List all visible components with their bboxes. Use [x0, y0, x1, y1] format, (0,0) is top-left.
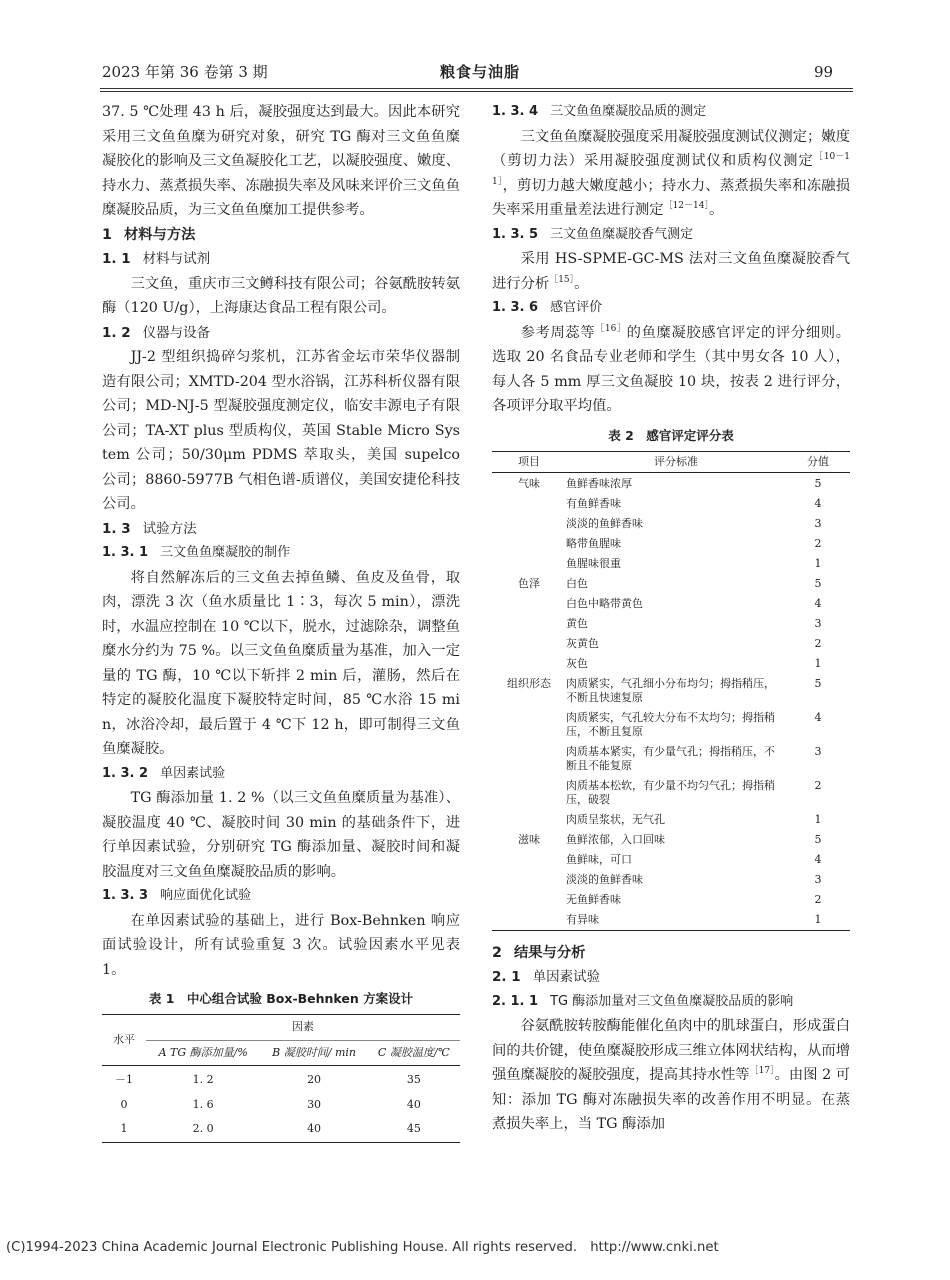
table-cell: 1. 6 — [192, 1097, 214, 1111]
table2-score-cell: 5 — [814, 576, 822, 590]
table2-item-cell — [492, 614, 566, 634]
section-title: 三文鱼鱼糜凝胶香气测定 — [550, 226, 694, 242]
section-heading-1-3-3 — [102, 884, 460, 909]
table2-criteria-cell: 淡淡的鱼鲜香味 — [566, 872, 643, 886]
section-title: 单因素试验 — [160, 765, 226, 781]
section-number: 1. 1 — [102, 251, 131, 267]
section-number: 1. 3. 1 — [102, 545, 149, 560]
section-title: TG 酶添加量对三文鱼鱼糜凝胶品质的影响 — [550, 993, 794, 1009]
table2-score-cell: 2 — [814, 778, 822, 792]
table-row — [492, 830, 850, 850]
section-title: 感官评价 — [550, 300, 603, 315]
section-title: 材料与方法 — [123, 226, 196, 243]
section-title: 单因素试验 — [532, 969, 601, 985]
section-title: 结果与分析 — [513, 944, 586, 961]
section-title: 试验方法 — [142, 520, 197, 537]
section-number: 2. 1. 1 — [492, 993, 539, 1009]
table-row — [492, 850, 850, 870]
section-heading-1-1 — [102, 247, 460, 272]
table1-subheader-a-text: A TG 酶添加量/% — [158, 1045, 248, 1059]
table1-header-level: 水平 — [102, 1015, 146, 1066]
table2-criteria-cell: 鱼鲜香味浓厚 — [566, 476, 632, 490]
table2-item-cell — [492, 850, 566, 870]
table2-caption: 表 2 感官评定评分表 — [608, 427, 734, 443]
section-heading-1-3-5 — [492, 223, 850, 248]
table-cell: 40 — [406, 1097, 421, 1111]
table2-item-cell — [492, 514, 566, 534]
table-row — [492, 890, 850, 910]
table2-criteria-cell: 略带鱼腥味 — [566, 536, 621, 550]
table1-box-behnken — [102, 1014, 460, 1143]
section-number: 1. 3. 5 — [492, 226, 539, 242]
table2-score-cell: 2 — [814, 636, 822, 650]
section-number: 1. 3. 4 — [492, 104, 539, 119]
table2-item-cell — [492, 494, 566, 514]
table1-subheader-b-text: B 凝胶时间/ min — [272, 1045, 356, 1059]
text-run: 。由图 2 可知：添加 TG 酶对冻融损失率的改善作用不明显。在蒸煮损失率上，当 TG 酶添加 — [492, 1067, 851, 1132]
table-cell: 1. 2 — [192, 1073, 214, 1086]
citation: ［12－14］ — [663, 201, 709, 212]
section-heading-2 — [492, 941, 850, 966]
table2-score-cell: 5 — [814, 676, 822, 690]
section-number: 1. 3. 3 — [102, 888, 149, 903]
table2-criteria-cell: 无鱼鲜香味 — [566, 892, 621, 906]
text-run: 谷氨酰胺转胺酶能催化鱼肉中的肌球蛋白，形成蛋白间的共价键，使鱼糜凝胶形成三维立体网状结构，从而增强鱼糜凝胶的凝胶强度，提高其持水性等 — [492, 1018, 850, 1083]
table2-criteria-cell: 白色中略带黄色 — [566, 596, 643, 610]
table-row — [492, 534, 850, 554]
table-row — [492, 654, 850, 674]
table2-criteria-cell: 肉质紧实，气孔较大分布不太均匀；拇指稍压，不断且复原 — [566, 710, 775, 738]
table2-item-cell — [492, 654, 566, 674]
citation: ［15］ — [549, 274, 575, 285]
table2-score-cell: 2 — [814, 892, 822, 906]
preparation-paragraph: 将自然解冻后的三文鱼去掉鱼鳞、鱼皮及鱼骨，取肉，漂洗 3 次（鱼水质量比 1∶3，每次 5 min），漂洗时，水温应控制在 10 ℃以下，脱水，过滤除杂，调整鱼糜水分约为 75 %。以三文鱼鱼糜质量为基准，加入一定量的 TG 酶，10 ℃以下斩拌 2 min 后，灌肠，然后在特定的凝胶化温度下凝胶特定时间，85 ℃水浴 15 min，冰浴冷却，最后置于 4 ℃下 12 h，即可制得三文鱼鱼糜凝胶。 — [102, 569, 460, 757]
section-number: 2. 1 — [492, 969, 521, 985]
table2-item-cell — [492, 554, 566, 574]
table1-subheader-c — [368, 1040, 460, 1066]
table2-criteria-cell: 黄色 — [566, 616, 588, 630]
section-heading-1 — [102, 223, 460, 248]
text-run: 采用 HS-SPME-GC-MS 法对三文鱼鱼糜凝胶香气进行分析 — [492, 251, 850, 292]
citation: ［17］ — [749, 1066, 775, 1077]
section-number: 1 — [102, 226, 112, 243]
table-row — [492, 742, 850, 776]
table2-item-cell — [492, 708, 566, 742]
table2-score-cell: 5 — [814, 832, 822, 846]
table-row — [492, 776, 850, 810]
table2-criteria-cell: 鱼鲜浓郁，入口回味 — [566, 832, 665, 846]
table2-item-cell — [492, 594, 566, 614]
table2-item-cell — [492, 634, 566, 654]
table1-caption: 表 1 中心组合试验 Box-Behnken 方案设计 — [148, 991, 414, 1006]
table2-header-item: 项目 — [492, 451, 566, 472]
text-run: 三文鱼鱼糜凝胶强度采用凝胶强度测试仪测定；嫩度（剪切力法）采用凝胶强度测试仪和质构仪测定 — [492, 128, 850, 169]
table2-criteria-cell: 白色 — [566, 576, 588, 590]
quality-measurement-paragraph — [492, 125, 850, 223]
table-row — [492, 614, 850, 634]
table2-criteria-cell: 鱼鲜味，可口 — [566, 852, 632, 866]
table-row — [102, 1093, 460, 1118]
table2-criteria-cell: 肉质基本松软，有少量不均匀气孔；拇指稍压，破裂 — [566, 778, 775, 806]
table-row — [492, 634, 850, 654]
table-row — [102, 1117, 460, 1142]
table2-item-cell: 滋味 — [518, 832, 540, 846]
materials-paragraph: 三文鱼，重庆市三文鳟科技有限公司；谷氨酰胺转氨酶（120 U/g），上海康达食品工程有限公司。 — [102, 275, 460, 316]
section-heading-1-3 — [102, 517, 460, 542]
header-journal-title: 粮食与油脂 — [440, 63, 521, 81]
table2-header-score: 分值 — [786, 451, 850, 472]
header-rule — [100, 88, 853, 89]
single-factor-paragraph: TG 酶添加量 1. 2 %（以三文鱼鱼糜质量为基准）、凝胶温度 40 ℃、凝胶时间 30 min 的基础条件下，进行单因素试验，分别研究 TG 酶添加量、凝胶时间和凝胶温度对三文鱼鱼糜凝胶品质的影响。 — [102, 790, 460, 880]
table2-item-cell — [492, 890, 566, 910]
table2-body — [492, 472, 850, 930]
table-cell: －1 — [115, 1073, 133, 1086]
equipment-paragraph: JJ-2 型组织捣碎匀浆机，江苏省金坛市荣华仪器制造有限公司；XMTD-204 型水浴锅，江苏科析仪器有限公司；MD-NJ-5 型凝胶强度测定仪，临安丰源电子有限公司；TA-XT plus 型质构仪，英国 Stable Micro System 公司；50/30μm PDMS 萃取头，美国 supelco 公司；8860-5977B 气相色谱-质谱仪，美国安捷伦科技公司。 — [102, 349, 460, 512]
table2-item-cell — [492, 742, 566, 776]
table2-criteria-cell: 鱼腥味很重 — [566, 556, 621, 570]
table-cell: 45 — [406, 1122, 421, 1135]
table-row — [492, 708, 850, 742]
table-row — [492, 514, 850, 534]
table2-criteria-cell: 肉质紧实，气孔细小分布均匀；拇指稍压，不断且快速复原 — [566, 676, 775, 704]
text-run: 参考周蕊等 — [520, 324, 596, 341]
table2-score-cell: 1 — [814, 656, 822, 670]
table2-score-cell: 4 — [814, 596, 822, 610]
header-page-number: 99 — [814, 63, 834, 81]
table2-score-cell: 1 — [814, 912, 822, 926]
table2-criteria-cell: 有异味 — [566, 912, 599, 926]
text-run: 。 — [708, 202, 724, 218]
table2-item-cell — [492, 910, 566, 931]
text-run: ，剪切力越大嫩度越小；持水力、蒸煮损失率和冻融损失率采用重量差法进行测定 — [492, 177, 851, 218]
section-number: 1. 3 — [102, 520, 131, 537]
section-heading-2-1 — [492, 965, 850, 990]
table2-item-cell — [492, 534, 566, 554]
table2-item-cell — [492, 810, 566, 830]
table2-score-cell: 5 — [814, 476, 822, 490]
table-row — [492, 910, 850, 931]
table-row — [102, 1066, 460, 1093]
table-cell: 2. 0 — [192, 1122, 214, 1135]
table2-score-cell: 1 — [814, 556, 822, 570]
table-row — [492, 810, 850, 830]
left-column — [102, 100, 460, 1143]
section-number: 1. 3. 2 — [102, 765, 149, 781]
table2-item-cell: 组织形态 — [507, 676, 551, 690]
text-run: 。 — [574, 275, 589, 292]
section-heading-1-2 — [102, 321, 460, 346]
section-title: 仪器与设备 — [142, 324, 211, 341]
section-title: 三文鱼鱼糜凝胶品质的测定 — [550, 104, 707, 119]
citation: ［16］ — [595, 323, 627, 334]
table2-score-cell: 3 — [814, 616, 822, 630]
table2-criteria-cell: 肉质基本紧实，有少量气孔；拇指稍压，不断且不能复原 — [566, 744, 775, 772]
table2-criteria-cell: 灰黄色 — [566, 636, 599, 650]
table2-score-cell: 3 — [814, 516, 822, 530]
table2-item-cell — [492, 870, 566, 890]
table1-header-factor: 因素 — [146, 1015, 460, 1041]
section-number: 1. 3. 6 — [492, 300, 539, 315]
table1-subheader-a — [146, 1040, 260, 1066]
aroma-paragraph — [492, 247, 850, 296]
section-heading-1-3-6 — [492, 296, 850, 321]
table2-score-cell: 4 — [814, 852, 822, 866]
table2-score-cell: 4 — [814, 710, 822, 724]
table-row — [492, 594, 850, 614]
header-issue: 2023 年第 36 卷第 3 期 — [102, 63, 268, 81]
table2-item-cell — [492, 776, 566, 810]
table2-score-cell: 2 — [814, 536, 822, 550]
section-title: 响应面优化试验 — [160, 888, 252, 903]
right-column — [492, 100, 850, 1137]
table2-score-cell: 3 — [814, 744, 822, 758]
table2-item-cell: 色泽 — [518, 576, 540, 590]
intro-paragraph: 37. 5 ℃处理 43 h 后，凝胶强度达到最大。因此本研究采用三文鱼鱼糜为研究对象，研究 TG 酶对三文鱼鱼糜凝胶化的影响及三文鱼凝胶化工艺，以凝胶强度、嫩度、持水力、蒸煮损失率、冻融损失率及风味来评价三文鱼鱼糜凝胶品质，为三文鱼鱼糜加工提供参考。 — [102, 104, 460, 218]
table-cell: 35 — [406, 1073, 421, 1086]
section-number: 2 — [492, 944, 502, 961]
table-cell: 0 — [120, 1097, 128, 1111]
table-cell: 20 — [307, 1073, 322, 1086]
section-title: 三文鱼鱼糜凝胶的制作 — [160, 545, 291, 560]
header-rule-second — [100, 91, 853, 92]
table-row — [492, 574, 850, 594]
copyright-footer: (C)1994-2023 China Academic Journal Electronic Publishing House. All rights reserved. http://www.cnki.net — [6, 1240, 719, 1255]
section-heading-1-3-1 — [102, 541, 460, 566]
table-row — [492, 494, 850, 514]
table-row — [492, 472, 850, 494]
table1-subheader-b — [260, 1040, 367, 1066]
table1-subheader-c-text: C 凝胶温度/℃ — [377, 1045, 450, 1059]
table2-criteria-cell: 灰色 — [566, 656, 588, 670]
section-heading-2-1-1 — [492, 990, 850, 1015]
section-heading-1-3-4 — [492, 100, 850, 125]
table2-sensory-scoring — [492, 451, 850, 931]
sensory-paragraph — [492, 321, 850, 419]
table2-criteria-cell: 淡淡的鱼鲜香味 — [566, 516, 643, 530]
table2-header-criteria: 评分标准 — [566, 451, 786, 472]
section-heading-1-3-2 — [102, 762, 460, 787]
section-number: 1. 2 — [102, 324, 131, 341]
tg-effect-paragraph — [492, 1014, 850, 1137]
table-row — [492, 870, 850, 890]
table2-score-cell: 3 — [814, 872, 822, 886]
table-cell: 40 — [307, 1122, 322, 1135]
table2-criteria-cell: 有鱼鲜香味 — [566, 496, 621, 510]
table2-criteria-cell: 肉质呈浆状，无气孔 — [566, 812, 665, 826]
response-surface-paragraph: 在单因素试验的基础上，进行 Box-Behnken 响应面试验设计，所有试验重复 3 次。试验因素水平见表 1。 — [102, 912, 460, 978]
section-title: 材料与试剂 — [142, 251, 211, 267]
table-row — [492, 554, 850, 574]
table2-score-cell: 4 — [814, 496, 822, 510]
table2-item-cell: 气味 — [518, 476, 540, 490]
table2-score-cell: 1 — [814, 812, 822, 826]
table-cell: 30 — [307, 1097, 322, 1111]
citation: ［10－11］ — [492, 152, 851, 187]
text-run: 的鱼糜凝胶感官评定的评分细则。选取 20 名食品专业老师和学生（其中男女各 10 人），每人各 5 mm 厚三文鱼凝胶 10 块，按表 2 进行评分，各项评分取平均值。 — [492, 324, 851, 414]
table-row — [492, 674, 850, 708]
table-cell: 1 — [120, 1122, 128, 1135]
